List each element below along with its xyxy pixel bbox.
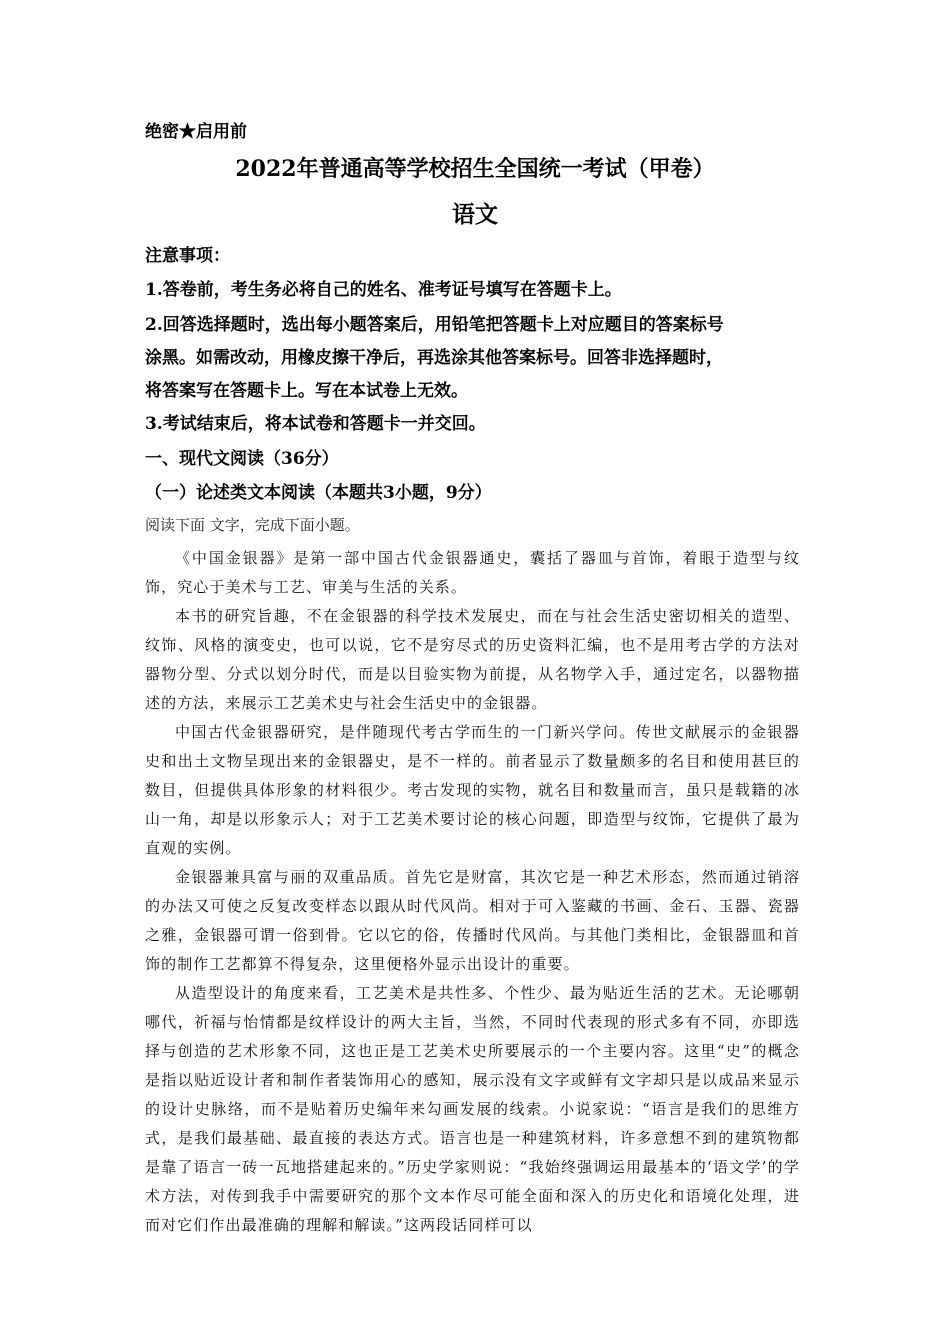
subject-title: 语文 (452, 201, 498, 228)
notice-heading: 注意事项： (145, 246, 230, 266)
exam-title: 2022年普通高等学校招生全国统一考试（甲卷） (235, 156, 715, 182)
notice-line: 1.答卷前，考生务必将自己的姓名、准考证号填写在答题卡上。 (145, 280, 622, 300)
notice-line: 2.回答选择题时，选出每小题答案后，用铅笔把答题卡上对应题目的答案标号 (145, 315, 724, 335)
secret-mark: 绝密★启用前 (145, 122, 247, 142)
notice-line: 将答案写在答题卡上。写在本试卷上无效。 (145, 381, 468, 401)
part-title: 一、现代文阅读（36分） (145, 449, 339, 469)
subsection-title: （一）论述类文本阅读（本题共3小题，9分） (145, 483, 492, 503)
passage-paragraph: 从造型设计的角度来看，工艺美术是共性多、个性少、最为贴近生活的艺术。无论哪朝哪代，祈福与怡情都是纹样设计的两大主旨，当然，不同时代表现的形式多有不同，亦即选择与创造的艺术形象不同，这也正是工艺美术史所要展示的一个主要内容。这里“史”的概念是指以贴近设计者和制作者装饰用心的感知，展示没有文字或鲜有文字却只是以成品来显示的设计史脉络，而不是贴着历史编年来勾画发展的线索。小说家说：“语言是我们的思维方式，是我们最基础、最直接的表达方式。语言也是一种建筑材料，许多意想不到的建筑物都是靠了语言一砖一瓦地搭建起来的。”历史学家则说：“我始终强调运用最基本的‘语文学’的学术方法，对传到我手中需要研究的那个文本作尽可能全面和深入的历史化和语境化处理，进而对它们作出最准确的理解和解读。”这两段话同样可以 (145, 984, 800, 1234)
notice-line: 3.考试结束后，将本试卷和答题卡一并交回。 (145, 414, 486, 434)
reading-passage (145, 544, 800, 1240)
passage-paragraph: 金银器兼具富与丽的双重品质。首先它是财富，其次它是一种艺术形态，然而通过销溶的办法又可使之反复改变样态以跟从时代风尚。相对于可入鉴藏的书画、金石、玉器、瓷器之雅，金银器可谓一俗到骨。它以它的俗，传播时代风尚。与其他门类相比，金银器皿和首饰的制作工艺都算不得复杂，这里便格外显示出设计的重要。 (145, 868, 800, 973)
passage-paragraph: 中国古代金银器研究，是伴随现代考古学而生的一门新兴学问。传世文献展示的金银器史和出土文物呈现出来的金银器史，是不一样的。前者显示了数量颇多的名目和使用甚巨的数目，但提供具体形象的材料很少。考古发现的实物，就名目和数量而言，虽只是载籍的冰山一角，却是以形象示人；对于工艺美术要讨论的核心问题，即造型与纹饰，它提供了最为直观的实例。 (145, 723, 800, 857)
reading-instruction: 阅读下面 文字，完成下面小题。 (145, 516, 360, 534)
passage-paragraph: 本书的研究旨趣，不在金银器的科学技术发展史，而在与社会生活史密切相关的造型、纹饰、风格的演变史，也可以说，它不是穷尽式的历史资料汇编，也不是用考古学的方法对器物分型、分式以划分时代，而是以目验实物为前提，从名物学入手，通过定名，以器物描述的方法，来展示工艺美术史与社会生活史中的金银器。 (145, 607, 800, 712)
passage-paragraph: 《中国金银器》是第一部中国古代金银器通史，囊括了器皿与首饰，着眼于造型与纹饰，究心于美术与工艺、审美与生活的关系。 (145, 549, 800, 596)
notice-line: 涂黑。如需改动，用橡皮擦干净后，再选涂其他答案标号。回答非选择题时， (145, 348, 723, 368)
